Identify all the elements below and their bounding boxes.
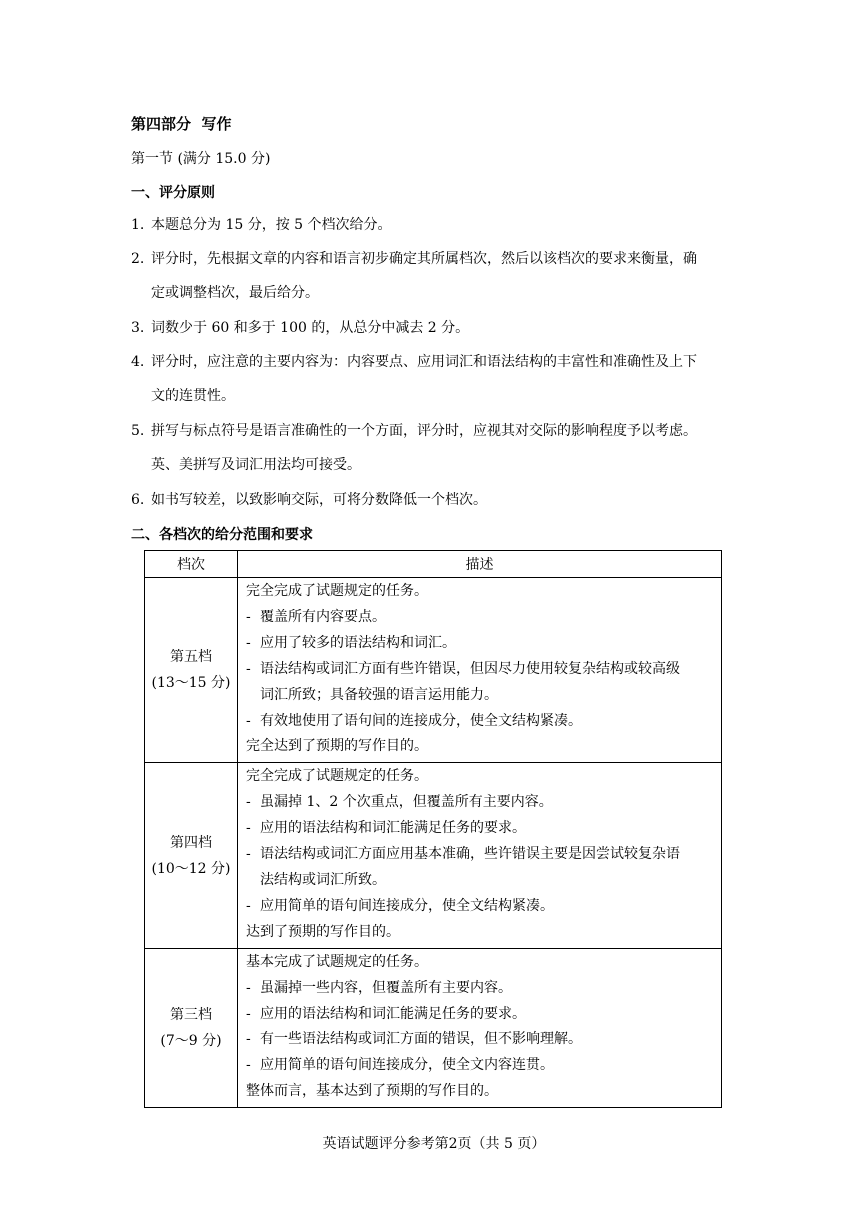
- principle-number: 2.: [131, 251, 145, 267]
- grading-table: [144, 550, 722, 1108]
- level-name: 第四档: [170, 834, 212, 851]
- description-bullet: [246, 709, 715, 735]
- bullet-dash: -: [246, 634, 251, 651]
- description-cell: [238, 763, 722, 948]
- bullet-dash: -: [246, 1057, 251, 1074]
- bullet-text: 应用了较多的语法结构和词汇。: [260, 634, 456, 651]
- bullet-text: 应用的语法结构和词汇能满足任务的要求。: [260, 1005, 526, 1022]
- principle-text: 本题总分为 15 分，按 5 个档次给分。: [151, 217, 392, 233]
- principle-text: 评分时，先根据文章的内容和语言初步确定其所属档次，然后以该档次的要求来衡量，确: [151, 251, 697, 267]
- level-name: 第五档: [170, 649, 212, 666]
- page-footer: 英语试题评分参考第2页（共 5 页）: [322, 1136, 546, 1152]
- description-line: 基本完成了试题规定的任务。: [246, 953, 428, 970]
- bullet-text: 语法结构或词汇方面应用基本准确，些许错误主要是因尝试较复杂语: [260, 846, 680, 863]
- bullet-text: 应用简单的语句间连接成分，使全文内容连贯。: [260, 1057, 554, 1074]
- description-line: 达到了预期的写作目的。: [246, 923, 400, 940]
- principle-text-continued: 文的连贯性。: [151, 388, 235, 404]
- description-bullet: [246, 1027, 715, 1053]
- level-cell: [145, 948, 238, 1107]
- bullet-dash: -: [246, 1031, 251, 1048]
- bullet-text: 有效地使用了语句间的连接成分，使全文结构紧凑。: [260, 712, 582, 729]
- bullet-dash: -: [246, 1005, 251, 1022]
- principle-item: [131, 414, 741, 482]
- principle-text: 如书写较差，以致影响交际，可将分数降低一个档次。: [151, 492, 487, 508]
- table-row: [145, 763, 722, 948]
- column-header-level: 档次: [145, 551, 238, 578]
- principle-text: 拼写与标点符号是语言准确性的一个方面，评分时，应视其对交际的影响程度予以考虑。: [151, 423, 697, 439]
- table-header-row: [145, 551, 722, 578]
- description-line: 完全完成了试题规定的任务。: [246, 583, 428, 599]
- description-line: 整体而言，基本达到了预期的写作目的。: [246, 1083, 498, 1100]
- description-bullet: [246, 1053, 715, 1079]
- principle-item: [131, 208, 741, 242]
- level-name: 第三档: [170, 1006, 212, 1023]
- description-line: 完全完成了试题规定的任务。: [246, 768, 428, 785]
- bullet-dash: -: [246, 608, 251, 625]
- description-bullet-continued: [246, 683, 715, 709]
- principle-item: [131, 345, 741, 413]
- column-header-description: 描述: [238, 551, 722, 578]
- description-cell: [238, 948, 722, 1107]
- bullet-dash: -: [246, 979, 251, 996]
- section-title: 第一节 (满分 15.0 分): [131, 151, 271, 167]
- bullet-text: 法结构或词汇所致。: [260, 871, 386, 888]
- description-bullet-continued: [246, 868, 715, 894]
- bullet-dash: -: [246, 820, 251, 837]
- bullet-text: 有一些语法结构或词汇方面的错误，但不影响理解。: [260, 1031, 582, 1048]
- table-row: [145, 948, 722, 1107]
- bullet-text: 语法结构或词汇方面有些许错误，但因尽力使用较复杂结构或较高级: [260, 660, 680, 677]
- level-range: (10～12 分): [151, 860, 231, 877]
- bullet-text: 虽漏掉一些内容，但覆盖所有主要内容。: [260, 979, 512, 996]
- description-bullet: [246, 816, 715, 842]
- bullet-dash: -: [246, 712, 251, 729]
- description-bullet: [246, 1002, 715, 1028]
- principle-number: 1.: [131, 217, 145, 233]
- table-row: [145, 578, 722, 763]
- principle-item: [131, 242, 741, 310]
- principle-item: [131, 311, 741, 345]
- level-cell: [145, 578, 238, 763]
- principle-number: 6.: [131, 492, 145, 508]
- bullet-dash: -: [246, 846, 251, 863]
- description-bullet: [246, 976, 715, 1002]
- principle-text: 词数少于 60 和多于 100 的，从总分中减去 2 分。: [151, 320, 470, 336]
- description-bullet: [246, 657, 715, 683]
- bullet-text: 应用简单的语句间连接成分，使全文结构紧凑。: [260, 897, 554, 914]
- description-bullet: [246, 894, 715, 920]
- level-range: (13～15 分): [151, 675, 231, 692]
- principle-text: 评分时，应注意的主要内容为：内容要点、应用词汇和语法结构的丰富性和准确性及上下: [151, 354, 697, 370]
- description-bullet: [246, 842, 715, 868]
- description-bullet: [246, 631, 715, 657]
- description-bullet: [246, 605, 715, 631]
- description-cell: [238, 578, 722, 763]
- bullet-text: 覆盖所有内容要点。: [260, 608, 386, 625]
- bullet-text: 应用的语法结构和词汇能满足任务的要求。: [260, 820, 526, 837]
- level-range: (7～9 分): [160, 1032, 222, 1049]
- bullet-dash: -: [246, 897, 251, 914]
- description-bullet: [246, 790, 715, 816]
- principle-number: 4.: [131, 354, 145, 370]
- description-line: 完全达到了预期的写作目的。: [246, 738, 428, 755]
- principle-item: [131, 483, 741, 517]
- part-title: 第四部分 写作: [131, 115, 232, 133]
- bullet-dash: -: [246, 660, 251, 677]
- bullet-text: 词汇所致；具备较强的语言运用能力。: [260, 686, 498, 703]
- bullet-text: 虽漏掉 1、2 个次重点，但覆盖所有主要内容。: [260, 794, 553, 811]
- principle-text-continued: 定或调整档次，最后给分。: [151, 285, 319, 301]
- bullet-dash: -: [246, 794, 251, 811]
- level-cell: [145, 763, 238, 948]
- principles-heading: 一、评分原则: [131, 185, 215, 201]
- principle-number: 3.: [131, 320, 145, 336]
- principle-text-continued: 英、美拼写及词汇用法均可接受。: [151, 457, 361, 473]
- principle-number: 5.: [131, 423, 145, 439]
- levels-heading: 二、各档次的给分范围和要求: [131, 527, 313, 543]
